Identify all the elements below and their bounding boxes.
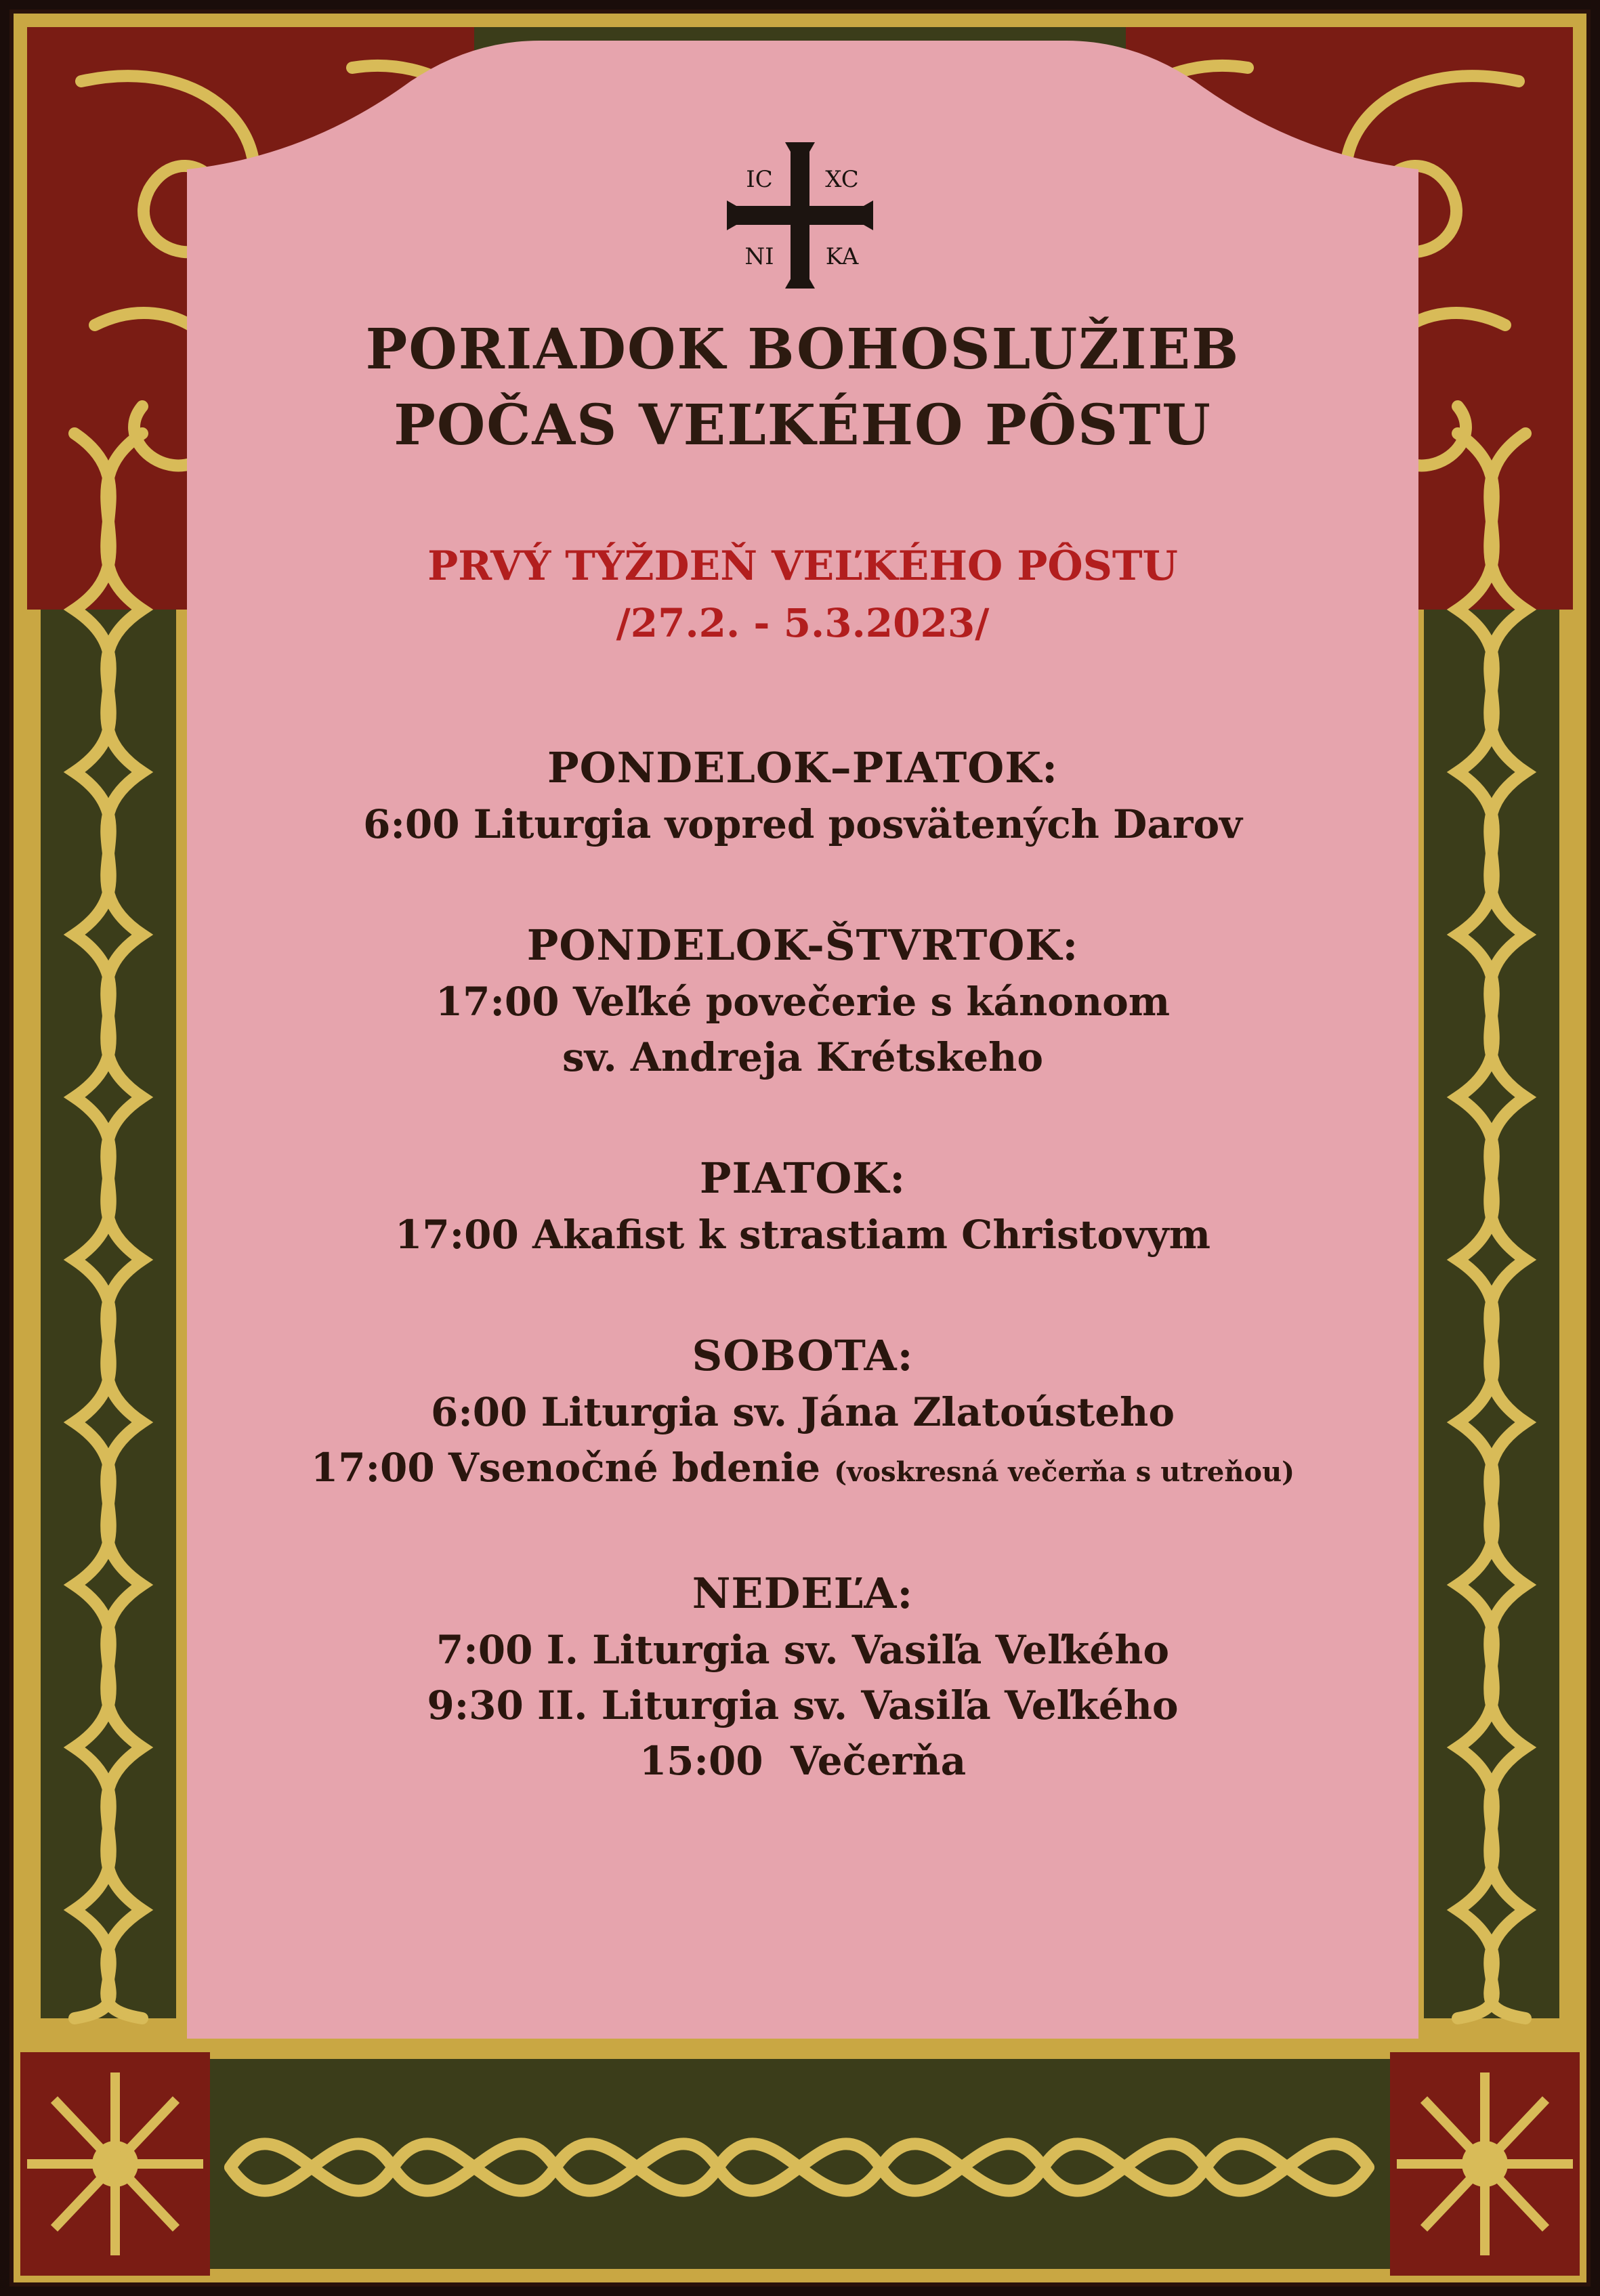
title-line-1: PORIADOK BOHOSLUŽIEB bbox=[365, 317, 1240, 382]
service-line: 17:00 Akafist k strastiam Christovym bbox=[394, 1212, 1210, 1258]
day-heading: SOBOTA: bbox=[692, 1331, 914, 1380]
service-text: 17:00 Vsenočné bdenie bbox=[310, 1445, 821, 1491]
cross-label-tl: IC bbox=[746, 166, 773, 193]
week-heading: PRVÝ TÝŽDEŇ VEĽKÉHO PÔSTU bbox=[427, 543, 1178, 590]
cross-label-bl: NI bbox=[744, 243, 774, 270]
schedule-content bbox=[187, 312, 1418, 1789]
service-line: 9:30 II. Liturgia sv. Vasiľa Veľkého bbox=[427, 1682, 1179, 1728]
service-line: 6:00 Liturgia sv. Jána Zlatoústeho bbox=[430, 1389, 1175, 1435]
schedule-block-mon-fri bbox=[187, 740, 1418, 852]
service-line: 15:00 Večerňa bbox=[639, 1738, 967, 1784]
cross-label-br: KA bbox=[825, 243, 859, 270]
day-heading: PIATOK: bbox=[699, 1153, 906, 1203]
schedule-block-sunday bbox=[187, 1565, 1418, 1789]
cross-icon bbox=[720, 135, 880, 295]
day-heading: PONDELOK-ŠTVRTOK: bbox=[526, 920, 1079, 970]
service-line: sv. Andreja Krétskeho bbox=[562, 1034, 1044, 1080]
service-note: (voskresná večerňa s utreňou) bbox=[834, 1456, 1295, 1488]
service-line: 17:00 Veľké povečerie s kánonom bbox=[435, 979, 1171, 1025]
schedule-block-mon-thu bbox=[187, 917, 1418, 1085]
day-heading: NEDEĽA: bbox=[692, 1569, 914, 1618]
date-range: /27.2. - 5.3.2023/ bbox=[616, 600, 990, 646]
schedule-block-friday bbox=[187, 1150, 1418, 1262]
cross-label-tr: XC bbox=[825, 166, 859, 193]
day-heading: PONDELOK–PIATOK: bbox=[547, 743, 1059, 792]
service-line: 7:00 I. Liturgia sv. Vasiľa Veľkého bbox=[436, 1627, 1170, 1673]
service-line-with-note bbox=[187, 1440, 1418, 1500]
schedule-block-saturday bbox=[187, 1327, 1418, 1500]
title-line-2: POČAS VEĽKÉHO PÔSTU bbox=[394, 393, 1212, 458]
service-line: 6:00 Liturgia vopred posvätených Darov bbox=[363, 801, 1242, 847]
